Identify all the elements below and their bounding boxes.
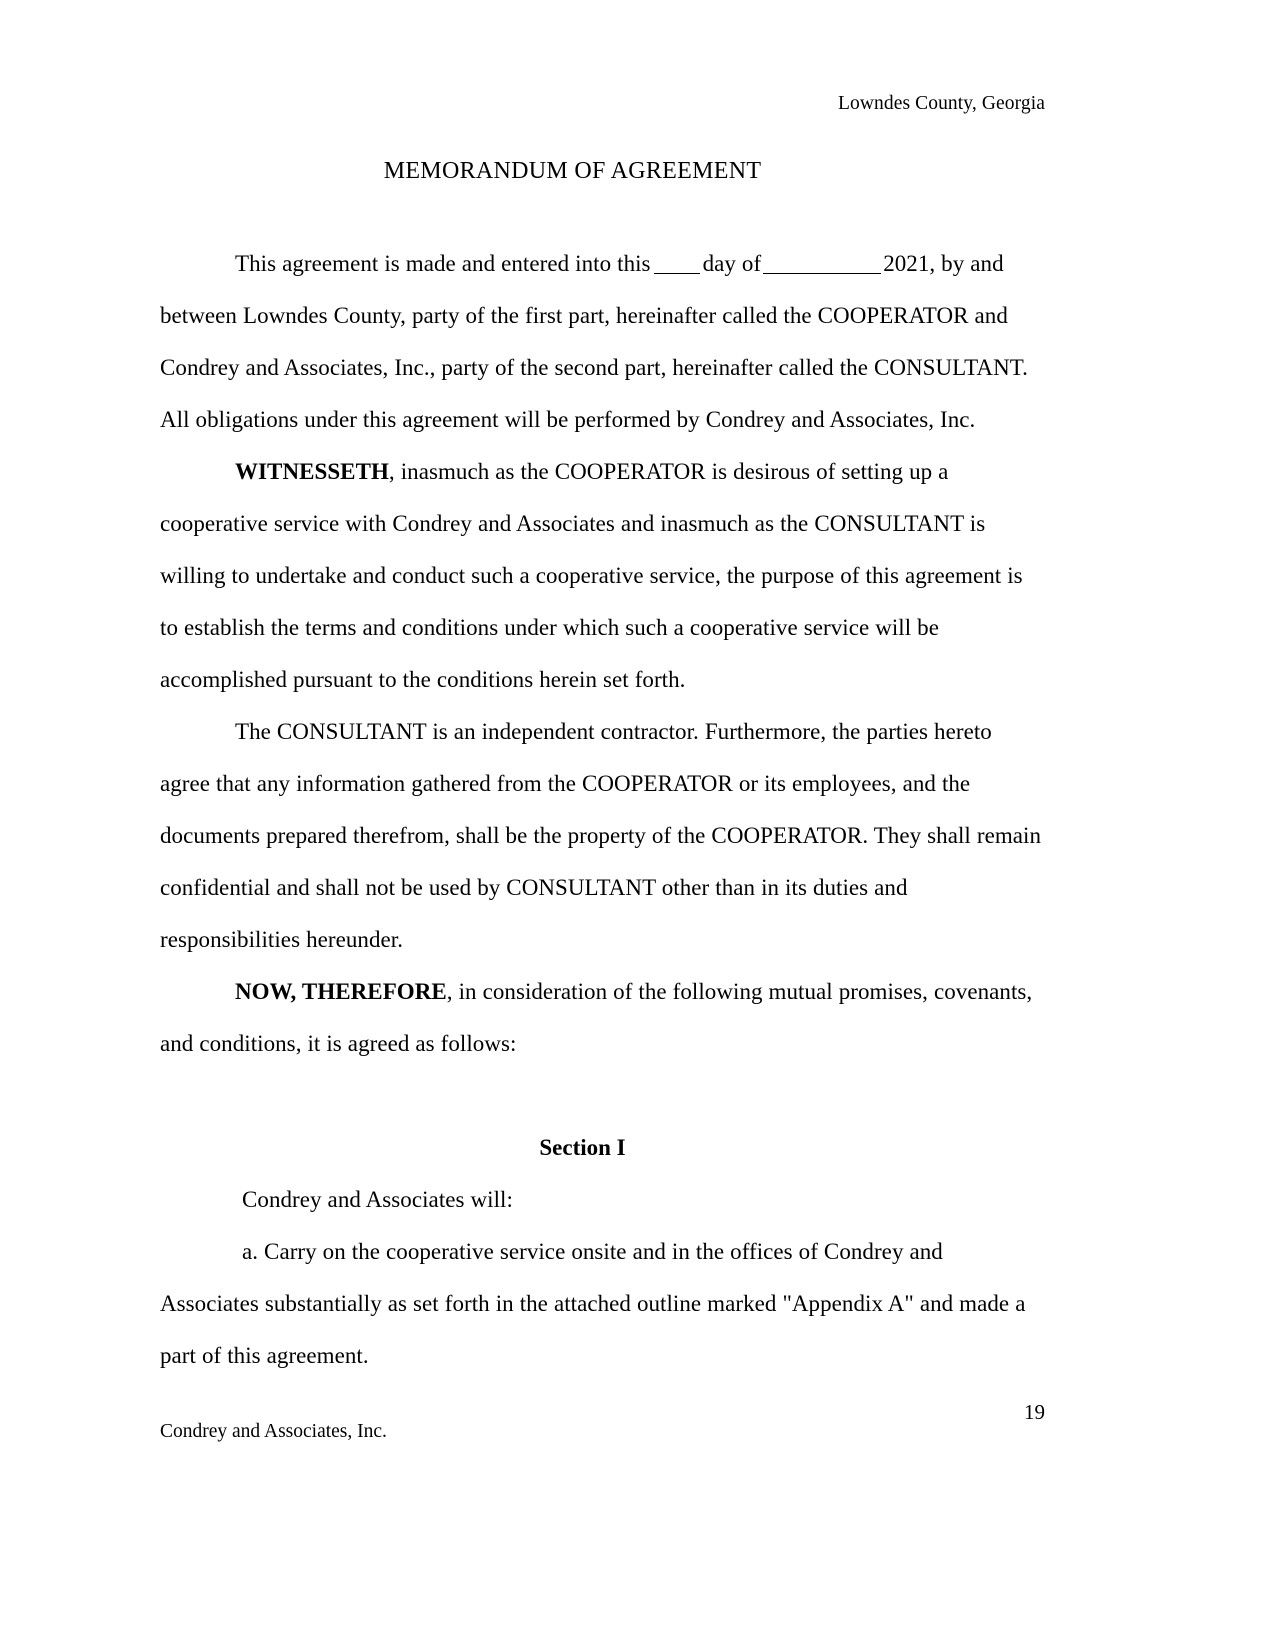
witnesseth-lead: WITNESSETH [235,459,389,484]
date-month-blank [763,273,881,274]
document-title [160,158,1045,185]
paragraph-1-segment-b: day of [702,251,762,276]
paragraph-independent-contractor: The CONSULTANT is an independent contractor. Furthermore, the parties hereto agree that any information gathered from the COOPERATOR or its employees, and the documents prepared therefrom, shall be the property of the COOPERATOR. They shall remain confidential and shall not be used by CONSULTANT other than in its duties and responsibilities hereunder. [160,719,1042,952]
section-item-a: a. Carry on the cooperative service onsite and in the offices of Condrey and Associates substantially as set forth in the attached outline marked "Appendix A" and made a part of this agreement. [160,1239,1026,1368]
running-head: Lowndes County, Georgia [837,93,1045,114]
paragraph-witnesseth [160,446,1045,706]
page-number: 19 [1024,1400,1045,1424]
document-title-text: MEMORANDUM OF AGREEMENT [383,158,762,184]
body-text [160,238,1045,1382]
now-therefore-lead: NOW, THEREFORE [235,979,447,1004]
paragraph-1-segment-c: 2021, by and between Lowndes County, party of the first part, hereinafter called the COOPERATOR and Condrey and Associates, Inc., party of the second part, hereinafter called the CONSULTANT. All obligations under this agreement will be performed by Condrey and Associates, Inc. [160,251,1028,432]
date-day-blank [654,273,700,274]
witnesseth-body: , inasmuch as the COOPERATOR is desirous of setting up a cooperative service with Condrey and Associates and inasmuch as the CONSULTANT is willing to undertake and conduct such a cooperative service, the purpose of this agreement is to establish the terms and conditions under which such a cooperative service will be accomplished pursuant to the conditions herein set forth. [160,459,1023,692]
now-therefore-body: , in consideration of the following mutual promises, covenants, and conditions, it is agreed as follows: [160,979,1033,1056]
paragraph-now-therefore [160,966,1045,1070]
paragraph-recitals-intro [160,238,1045,446]
footer-company-name: Condrey and Associates, Inc. [160,1421,387,1442]
paragraph-1-segment-a: This agreement is made and entered into this [235,251,651,276]
section-spacer [160,1070,1045,1122]
section-intro-line: Condrey and Associates will: [242,1187,513,1212]
section-heading-1: Section I [539,1135,626,1160]
